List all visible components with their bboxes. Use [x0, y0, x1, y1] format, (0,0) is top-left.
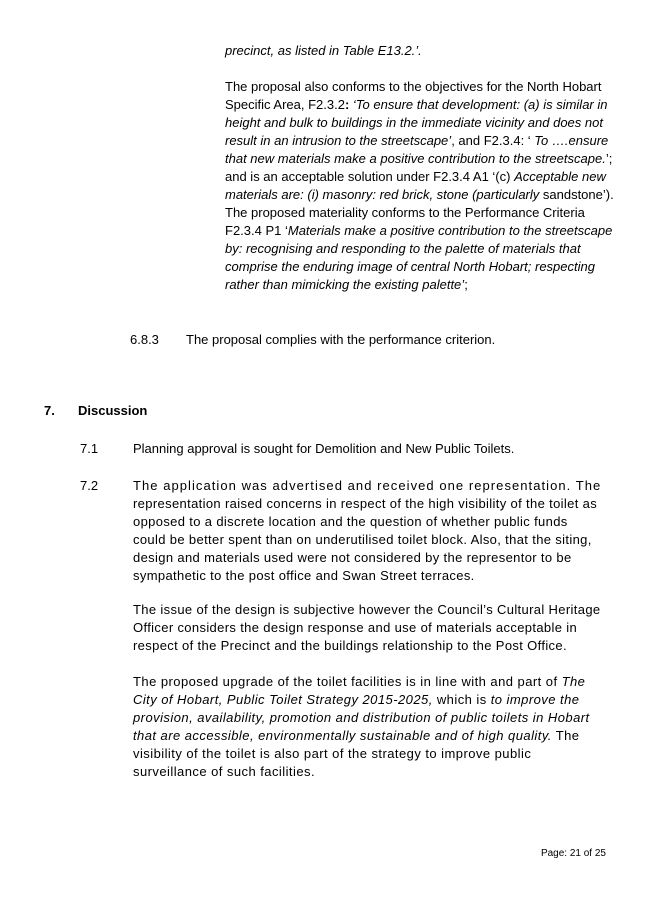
conforms-seg3: ‘To ensure that development: (a) is similar in height and bulk to buildings in the immediate vicinity and does not result in an intrusion to the streetscape’: [225, 97, 608, 148]
item-7-2-paragraph-1: [133, 477, 603, 585]
item-number-6-8-3: 6.8.3: [130, 332, 159, 347]
continuation-quote: precinct, as listed in Table E13.2.’.: [225, 43, 422, 58]
conforms-seg4: , and F2.3.4: ‘: [451, 133, 535, 148]
paragraph-1-first-line: The application was advertised and received one representation. The: [133, 478, 602, 493]
conforms-seg2: :: [344, 97, 350, 112]
para3-seg4-strategy-quote: to improve the provision, availability, promotion and distribution of public toilets in Hobart that are accessible, environmentally sustainable and of high quality.: [133, 692, 590, 743]
conforms-seg6: ’; and is an acceptable solution under F2.3.4 A1 ‘(c): [225, 151, 613, 184]
conforms-seg1: The proposal also conforms to the objectives for the North Hobart Specific Area, F2.3.2: [225, 79, 602, 112]
conforms-seg8: sandstone’). The proposed materiality conforms to the Performance Criteria F2.3.4 P1 ‘: [225, 187, 614, 238]
item-text-6-8-3: The proposal complies with the performance criterion.: [186, 332, 496, 347]
item-number-7-2: 7.2: [80, 478, 99, 493]
section-number: 7.: [44, 403, 55, 418]
para3-seg5: The visibility of the toilet is also part of the strategy to improve public surveillance of such facilities.: [133, 728, 580, 779]
para3-seg1: The proposed upgrade of the toilet facilities is in line with and part of: [133, 674, 562, 689]
item-7-2-paragraph-3: [133, 673, 603, 781]
item-7-2-paragraph-2: The issue of the design is subjective however the Council’s Cultural Heritage Officer considers the design response and use of materials acceptable in respect of the Precinct and the buildings relationship to the Post Office.: [133, 602, 601, 653]
conforms-seg9: Materials make a positive contribution to the streetscape by: recognising and responding to the palette of materials that comprise the enduring image of central North Hobart; respecting rather than mimicking the existing palette’: [225, 223, 613, 292]
conforms-seg7: Acceptable new materials are: (i) masonry: red brick, stone (particularly: [225, 169, 606, 202]
item-text-7-1: Planning approval is sought for Demolition and New Public Toilets.: [133, 441, 515, 456]
para3-seg2-strategy-title: The City of Hobart, Public Toilet Strategy 2015-2025,: [133, 674, 586, 707]
para3-seg3: which is: [432, 692, 491, 707]
conforms-seg10: ;: [464, 277, 468, 292]
page-number: Page: 21 of 25: [540, 848, 606, 859]
section-heading: Discussion: [78, 403, 148, 418]
conforms-paragraph: [225, 78, 615, 294]
item-number-7-1: 7.1: [80, 441, 99, 456]
conforms-seg5: To ….ensure that new materials make a positive contribution to the streetscape.: [225, 133, 609, 166]
paragraph-1-rest: representation raised concerns in respect of the high visibility of the toilet as opposed to a discrete location and the question of whether public funds could be better spent than on underutilised toilet block. Also, that the siting, design and materials used were not considered by the representor to be sympathetic to the post office and Swan Street terraces.: [133, 496, 598, 583]
